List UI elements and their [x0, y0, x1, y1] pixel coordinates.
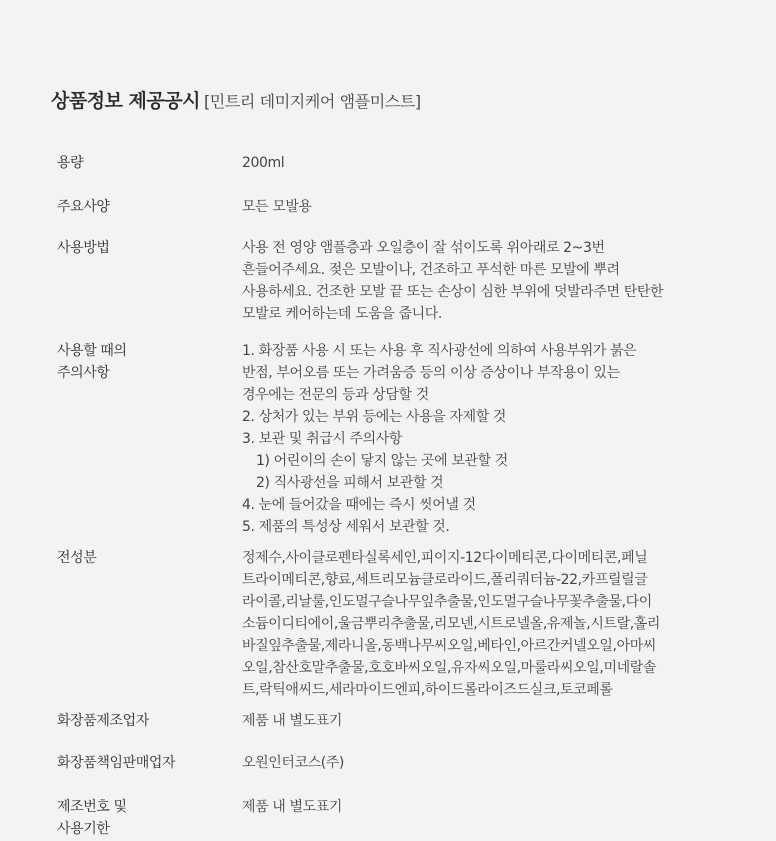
info-label-line: 제조번호 및: [57, 799, 127, 815]
info-value-line: 경우에는 전문의 등과 상담할 것: [242, 387, 429, 403]
info-value-line: 트,락틱애씨드,세라마이드엔피,하이드롤라이즈드실크,토코페롤: [242, 682, 613, 698]
info-value-line: 반점, 부어오름 또는 가려움증 등의 이상 증상이나 부작용이 있는: [242, 365, 620, 381]
info-value: [242, 340, 757, 547]
info-value-line: 소듐이디티에이,울금뿌리추출물,리모넨,시트로넬올,유제놀,시트랄,홀리: [242, 616, 661, 632]
info-value-line: 4. 눈에 들어갔을 때에는 즉시 씻어낼 것: [242, 497, 476, 513]
info-value-line: 제품 내 별도표기: [242, 713, 342, 729]
info-label: [57, 340, 242, 547]
page-header: [51, 86, 421, 113]
info-value-line: 5. 제품의 특성상 세워서 보관할 것.: [242, 519, 450, 535]
info-label-line: 사용방법: [57, 240, 110, 256]
info-value: [242, 547, 757, 710]
info-label: [57, 196, 242, 237]
info-value-line: 사용하세요. 건조한 모발 끝 또는 손상이 심한 부위에 덧발라주면 탄탄한: [242, 284, 664, 300]
info-label-line: 전성분: [57, 550, 97, 566]
info-value-line: 3. 보관 및 취급시 주의사항: [242, 431, 402, 447]
info-value: [242, 710, 757, 752]
info-value: [242, 796, 757, 840]
info-value: [242, 237, 757, 340]
info-row-caution: [57, 340, 757, 547]
info-row-ingredients: [57, 547, 757, 710]
info-value-line: 라이콜,리날룰,인도멀구슬나무잎추출물,인도멀구슬나무꽃추출물,다이: [242, 594, 652, 610]
info-value-line: 모발로 케어하는데 도움을 줍니다.: [242, 306, 442, 322]
info-value-line: 1. 화장품 사용 시 또는 사용 후 직사광선에 의하여 사용부위가 붉은: [242, 343, 637, 359]
info-value: [242, 152, 757, 196]
info-label: [57, 796, 242, 840]
info-value: [242, 196, 757, 237]
info-label-line: 화장품제조업자: [57, 713, 149, 729]
info-label-line: 사용할 때의: [57, 343, 127, 359]
product-info-table: [57, 152, 757, 840]
info-row-usage: [57, 237, 757, 340]
info-label: [57, 752, 242, 796]
info-value-line: 2) 직사광선을 피해서 보관할 것: [256, 475, 444, 491]
info-value-line: 모든 모발용: [242, 199, 312, 215]
info-row-capacity: [57, 152, 757, 196]
page-title: 상품정보 제공공시: [51, 90, 200, 112]
info-value-line: 정제수,사이클로펜타실록세인,피이지-12다이메티콘,다이메티콘,페닐: [242, 550, 648, 566]
info-value-line: 흔들어주세요. 젖은 모발이나, 건조하고 푸석한 마른 모발에 뿌려: [242, 262, 620, 278]
info-row-distributor: [57, 752, 757, 796]
info-label-line: 용량: [57, 155, 84, 171]
info-label-line: 주의사항: [57, 365, 110, 381]
info-row-manufacturer: [57, 710, 757, 752]
info-label-line: 화장품책임판매업자: [57, 755, 176, 771]
product-name: [민트리 데미지케어 앰플미스트]: [203, 92, 421, 111]
info-row-lot-expiry: [57, 796, 757, 840]
info-value-line: 트라이메티콘,향료,세트리모늄클로라이드,폴리쿼터늄-22,카프릴릴글: [242, 572, 648, 588]
info-row-spec: [57, 196, 757, 237]
info-value-line: 제품 내 별도표기: [242, 799, 342, 815]
info-label: [57, 152, 242, 196]
info-value-line: 200ml: [242, 155, 285, 171]
info-value-line: 사용 전 영양 앰플층과 오일층이 잘 섞이도록 위아래로 2~3번: [242, 240, 605, 256]
info-value-line: 2. 상처가 있는 부위 등에는 사용을 자제할 것: [242, 409, 507, 425]
info-value: [242, 752, 757, 796]
info-value-line: 오원인터코스(주): [242, 755, 344, 771]
info-value-line: 오일,참산호말추출물,호호바씨오일,유자씨오일,마룰라씨오일,미네랄솔: [242, 660, 656, 676]
info-value-line: 1) 어린이의 손이 닿지 않는 곳에 보관할 것: [256, 453, 508, 469]
info-label: [57, 710, 242, 752]
info-label-line: 주요사양: [57, 199, 110, 215]
info-label: [57, 547, 242, 710]
info-value-line: 바질잎추출물,제라니올,동백나무씨오일,베타인,아르간커넬오일,아마씨: [242, 638, 656, 654]
info-label-line: 사용기한: [57, 821, 110, 837]
info-label: [57, 237, 242, 340]
